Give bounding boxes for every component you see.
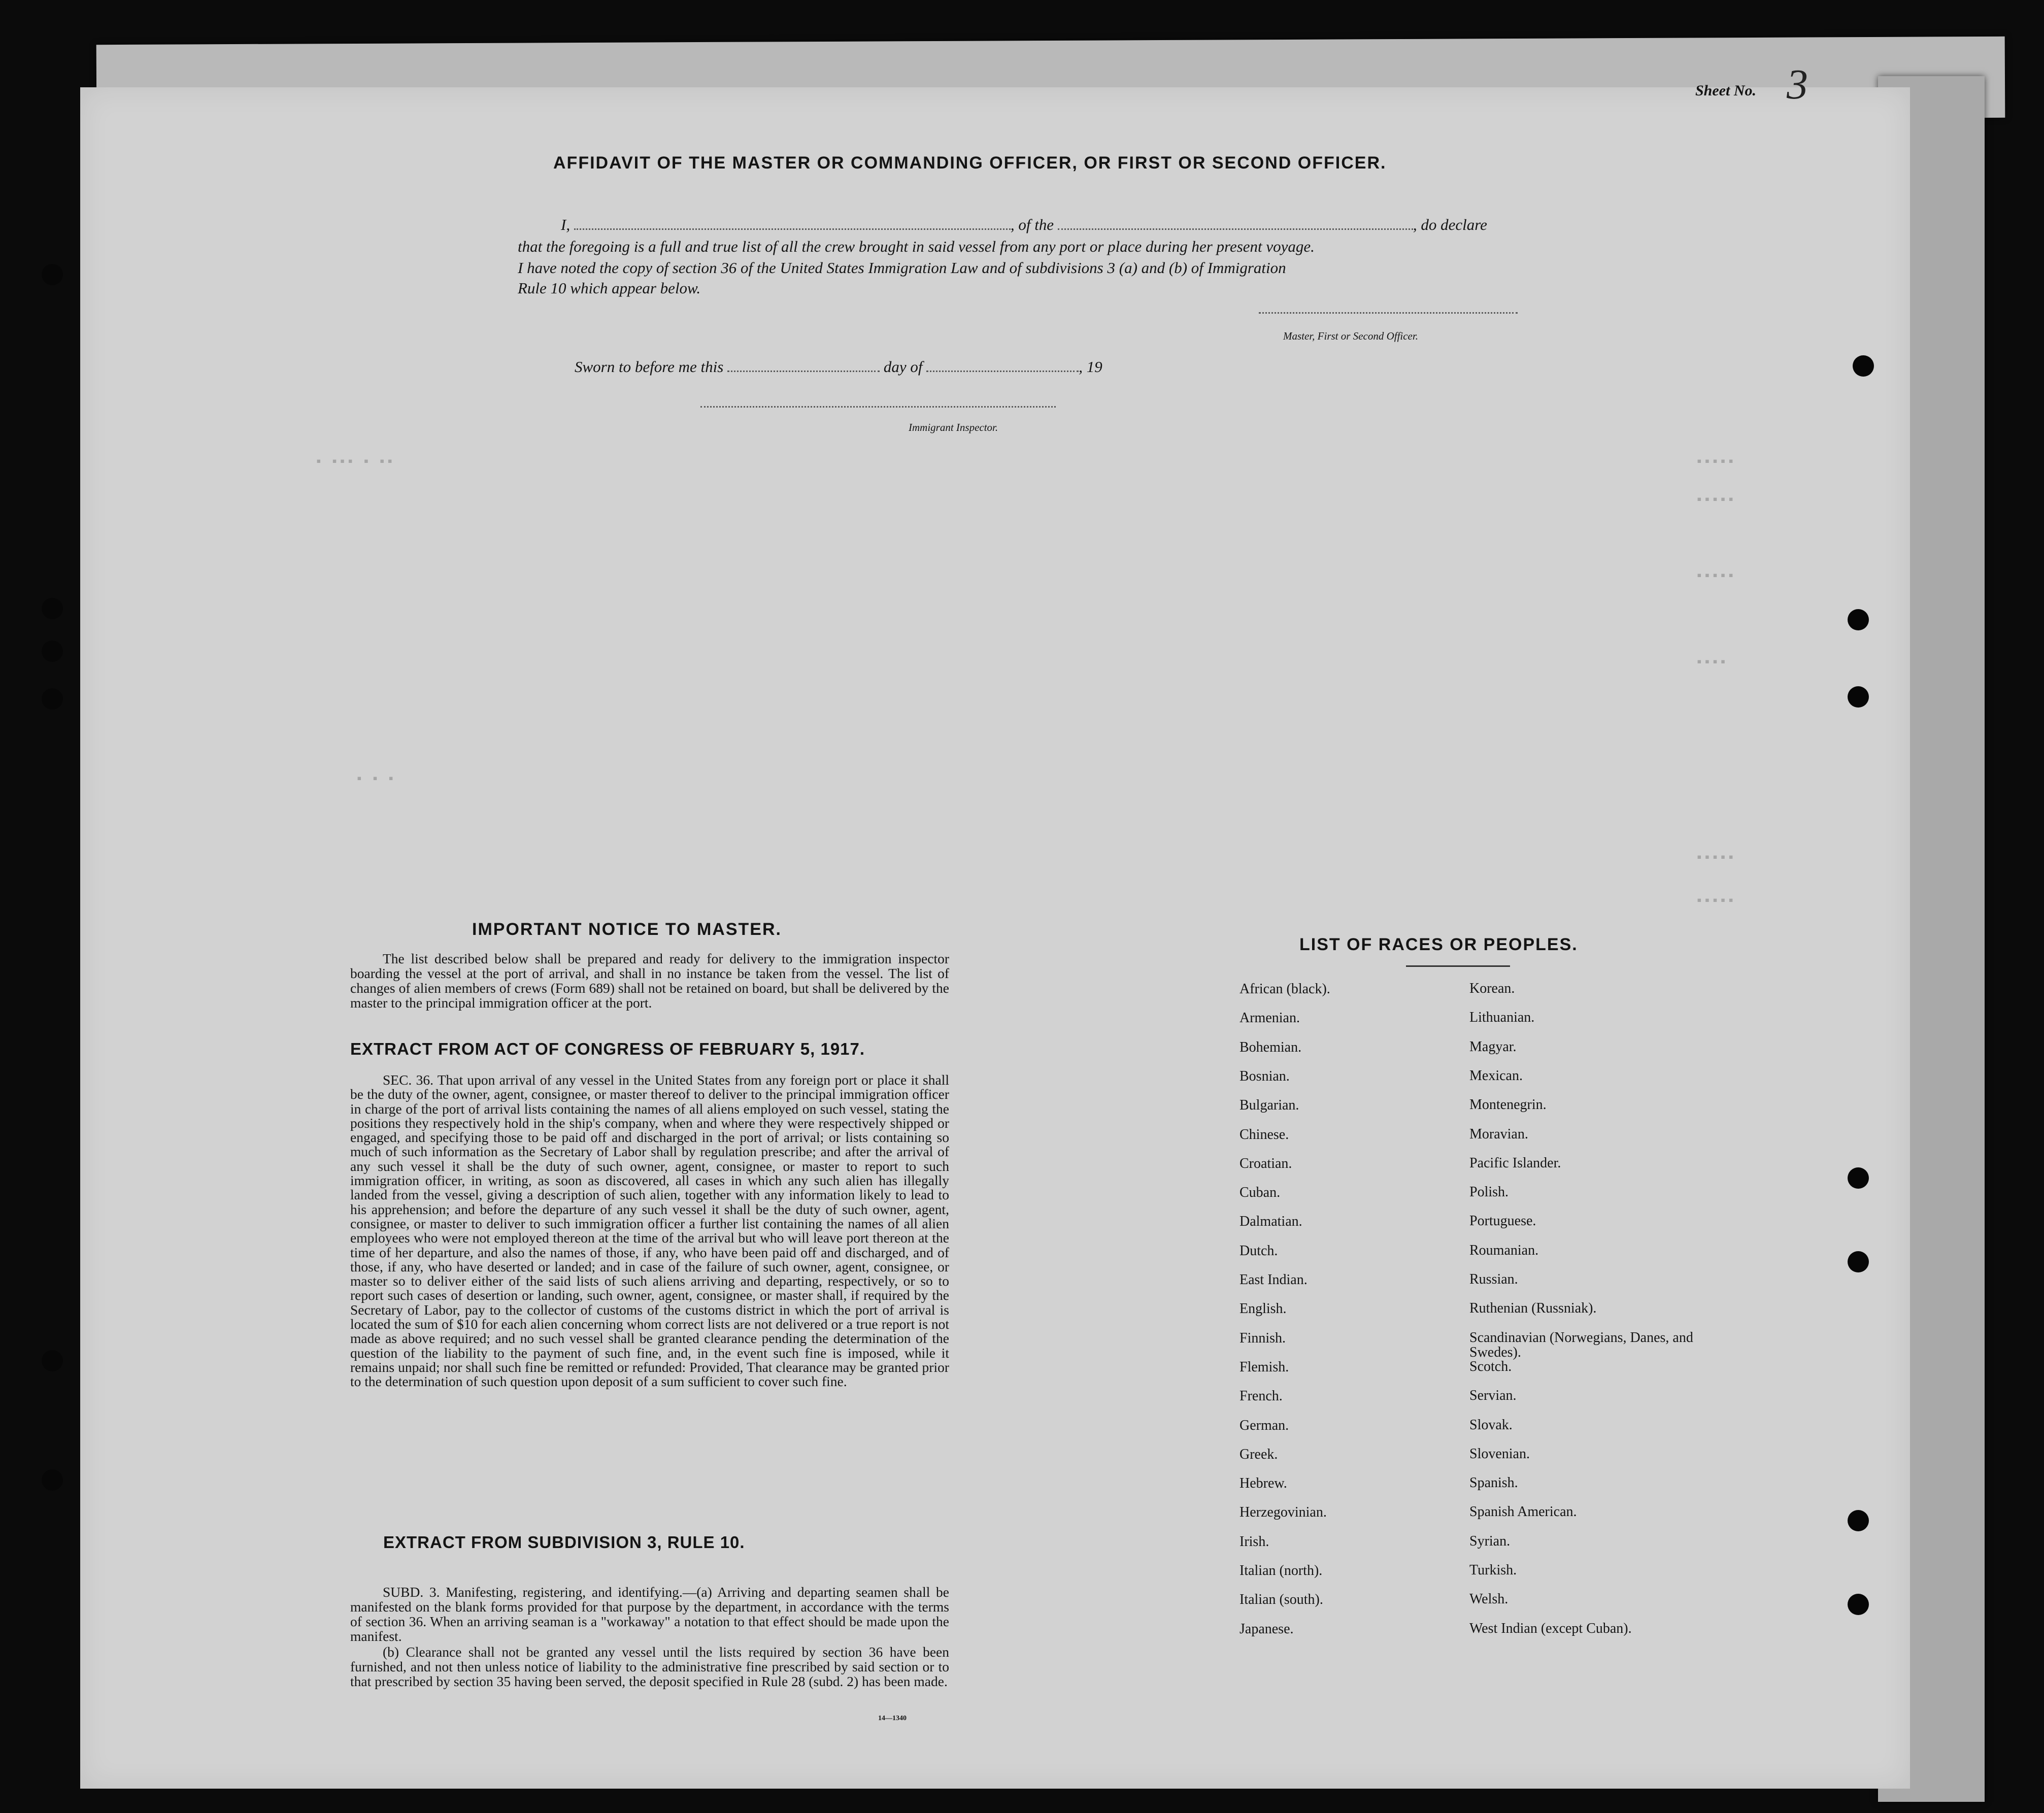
race-item: Servian. [1469, 1388, 1517, 1404]
race-item: Cuban. [1239, 1185, 1281, 1201]
race-item: Roumanian. [1469, 1242, 1539, 1258]
punch-hole [1848, 1510, 1869, 1531]
race-item: East Indian. [1239, 1272, 1308, 1288]
inspector-signature-blank [700, 406, 1056, 408]
race-item: Armenian. [1239, 1010, 1300, 1026]
race-item: Italian (south). [1239, 1592, 1323, 1608]
race-item: Dutch. [1239, 1243, 1278, 1259]
race-item: Japanese. [1239, 1621, 1294, 1637]
race-item: English. [1239, 1301, 1287, 1317]
race-item: Turkish. [1469, 1562, 1517, 1578]
race-item: Polish. [1469, 1184, 1509, 1200]
extract-rule-title: EXTRACT FROM SUBDIVISION 3, RULE 10. [383, 1533, 745, 1552]
race-item: Scandinavian (Norwegians, Danes, and Swedes). [1469, 1329, 1693, 1360]
race-item: Montenegrin. [1469, 1097, 1547, 1113]
race-item: West Indian (except Cuban). [1469, 1620, 1632, 1636]
race-item: Russian. [1469, 1271, 1518, 1287]
race-item: Scotch. [1469, 1358, 1512, 1374]
race-item: Syrian. [1469, 1533, 1511, 1549]
affidavit-title: AFFIDAVIT OF THE MASTER OR COMMANDING OFFICER, OR FIRST OR SECOND OFFICER. [553, 153, 1387, 173]
month-blank [926, 371, 1079, 372]
bleed-through-mark: ▪ ▪▪▪ ▪ ▪▪ [315, 454, 394, 469]
race-item: French. [1239, 1388, 1283, 1404]
races-title-rule [1406, 965, 1510, 967]
affidavit-of-the: , of the [1010, 216, 1054, 233]
race-item: Portuguese. [1469, 1213, 1536, 1229]
race-item: Mexican. [1469, 1067, 1523, 1084]
year-prefix: , 19 [1079, 358, 1102, 376]
notice-paragraph: The list described below shall be prepared and ready for delivery to the immigration inspector boarding the vessel at the port of arrival, and shall in no instance be taken from the vessel. The list of changes of alien members of crews (Form 689) shall not be retained on board, but shall be delivered by the master to the principal immigration officer at the port. [350, 951, 949, 1011]
punch-hole [42, 264, 63, 285]
race-item: Finnish. [1239, 1330, 1286, 1346]
race-item: Bosnian. [1239, 1068, 1290, 1084]
punch-hole [42, 1350, 63, 1371]
punch-hole [42, 641, 63, 662]
punch-hole [42, 688, 63, 710]
vessel-blank [1058, 228, 1413, 230]
race-item: Slovenian. [1469, 1446, 1530, 1462]
race-item: Croatian. [1239, 1155, 1292, 1171]
race-item: Magyar. [1469, 1038, 1517, 1055]
bleed-through-mark: ▪▪▪▪ [1695, 655, 1727, 670]
punch-hole [1848, 1251, 1869, 1272]
affidavit-declare: , do declare [1413, 216, 1487, 233]
race-item: Italian (north). [1239, 1563, 1323, 1579]
name-blank [574, 228, 1011, 230]
affidavit-line-2: that the foregoing is a full and true list of all the crew brought in said vessel from any port or place during her present voyage. [518, 238, 1315, 255]
affidavit-line-3: I have noted the copy of section 36 of the United States Immigration Law and of subdivisions 3 (a) and (b) of Immigration [518, 259, 1286, 277]
bleed-through-mark: ▪▪▪▪▪ [1695, 492, 1735, 508]
race-item: Greek. [1239, 1446, 1278, 1462]
race-item: Welsh. [1469, 1591, 1509, 1607]
race-item: Bulgarian. [1239, 1097, 1299, 1114]
bleed-through-mark: ▪▪▪▪▪ [1695, 893, 1735, 909]
race-item: Hebrew. [1239, 1475, 1287, 1492]
race-item: Spanish American. [1469, 1504, 1577, 1520]
punch-hole [42, 1469, 63, 1491]
notice-title: IMPORTANT NOTICE TO MASTER. [472, 920, 782, 939]
race-item: Pacific Islander. [1469, 1155, 1561, 1171]
punch-hole [1848, 686, 1869, 708]
bleed-through-mark: ▪▪▪▪▪ [1695, 454, 1735, 469]
race-item: Herzegovinian. [1239, 1504, 1327, 1521]
extract-rule-para-a: SUBD. 3. Manifesting, registering, and identifying.—(a) Arriving and departing seamen shall be manifested on the blank forms provided for that purpose by the department, in accordance with the terms of section 36. When an arriving seaman is a "workaway" a notation to that effect should be made upon the manifest. [350, 1584, 949, 1644]
race-item: Slovak. [1469, 1417, 1513, 1433]
sheet-number: 3 [1787, 61, 1808, 108]
punch-hole [42, 598, 63, 619]
sworn-line [575, 358, 1102, 376]
extract-rule-para-b: (b) Clearance shall not be granted any vessel until the lists required by section 36 have been furnished, and not then unless notice of liability to the administrative fine prescribed by said section or to that prescribed by section 35 having been served, the deposit specified in Rule 28 (subd. 2) has been made. [350, 1644, 949, 1689]
inspector-label: Immigrant Inspector. [909, 421, 998, 433]
race-item: Dalmatian. [1239, 1214, 1302, 1230]
race-item: Lithuanian. [1469, 1010, 1535, 1026]
punch-hole [1848, 1167, 1869, 1189]
affidavit-line-1 [561, 216, 1487, 234]
race-item: Moravian. [1469, 1126, 1528, 1142]
race-item: German. [1239, 1417, 1289, 1433]
race-item: Irish. [1239, 1533, 1269, 1550]
signature-blank [1259, 312, 1518, 314]
race-item: Spanish. [1469, 1475, 1518, 1491]
sworn-date-blank [727, 371, 880, 372]
bleed-through-mark: ▪▪▪▪▪ [1695, 568, 1735, 584]
race-item: African (black). [1239, 981, 1330, 997]
races-title: LIST OF RACES OR PEOPLES. [1299, 935, 1578, 954]
punch-hole [1853, 355, 1874, 377]
race-item: Ruthenian (Russniak). [1469, 1300, 1597, 1317]
sheet-number-label: Sheet No. [1695, 82, 1756, 99]
form-code: 14—1340 [878, 1715, 907, 1722]
affidavit-i: I, [561, 216, 571, 233]
bleed-through-mark: ▪▪▪▪▪ [1695, 850, 1735, 865]
day-of-label: day of [883, 358, 923, 376]
punch-hole [1848, 1594, 1869, 1615]
affidavit-line-4: Rule 10 which appear below. [518, 279, 701, 297]
race-item: Bohemian. [1239, 1039, 1302, 1055]
race-item: Flemish. [1239, 1359, 1289, 1375]
race-item: Korean. [1469, 981, 1515, 996]
sworn-label: Sworn to before me this [575, 358, 724, 376]
extract-act-title: EXTRACT FROM ACT OF CONGRESS OF FEBRUARY 5, 1917. [350, 1039, 865, 1058]
extract-act-paragraph: SEC. 36. That upon arrival of any vessel in the United States from any foreign port or place it shall be the duty of the owner, agent, consignee, or master thereof to deliver to the principal immigration officer in charge of the port of arrival lists containing the names of all aliens employed on such vessel, stating the positions they respectively hold in the ship's company, when and where they were respectively shipped or engaged, and specifying those to be paid off and discharged in the port of arrival; or lists containing so much of such information as the Secretary of Labor shall by regulation prescribe; and after the arrival of any such vessel it shall be the duty of such owner, agent, consignee, or master to report to such immigration officer, in writing, as soon as discovered, all cases in which any such alien has illegally landed from the vessel, giving a description of such alien, together with any information likely to lead to his apprehension; and before the departure of any such vessel it shall be the duty of such owner, agent, consignee, or master to deliver to such immigration officer a further list containing the names of all alien employees who were not employed thereon at the time of the arrival but who will leave port thereon at the time of her departure, and also the names of those, if any, who have been paid off and discharged, and of those, if any, who have deserted or landed; and in case of the failure of such owner, agent, consignee, or master so to deliver either of the said lists of such aliens arriving and departing, respectively, or so to report such cases of desertion or landing, such owner, agent, consignee, or master shall, if required by the Secretary of Labor, pay to the collector of customs of the customs district in which the port of arrival is located the sum of $10 for each alien concerning whom correct lists are not delivered or a true report is not made as above required; and no such vessel shall be granted clearance pending the determination of the question of the liability to the payment of such fine, and, in the event such fine is imposed, while it remains unpaid; nor shall such fine be remitted or refunded: Provided, That clearance may be granted prior to the determination of such question upon deposit of a sum sufficient to cover such fine. [350, 1072, 949, 1390]
bleed-through-mark: ▪ ▪ ▪ [355, 771, 395, 787]
signer-title: Master, First or Second Officer. [1283, 330, 1418, 342]
race-item: Chinese. [1239, 1126, 1289, 1143]
punch-hole [1848, 609, 1869, 630]
